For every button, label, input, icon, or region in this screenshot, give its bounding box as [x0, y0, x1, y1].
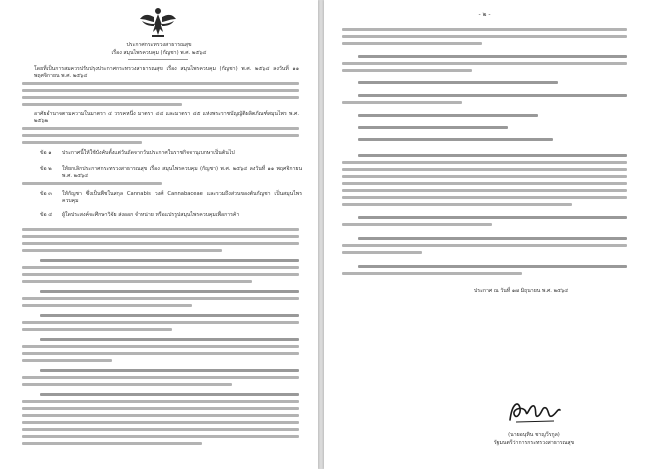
text-line — [22, 359, 112, 362]
clause-number: ข้อ ๒ — [40, 166, 52, 172]
text-line — [22, 82, 299, 85]
page-number: - ๒ - — [478, 11, 491, 18]
clause-number: ข้อ ๑ — [40, 150, 52, 156]
text-line — [22, 134, 299, 137]
text-line — [358, 265, 627, 268]
text-line — [22, 414, 299, 417]
text-line — [358, 237, 627, 240]
text-line — [22, 235, 299, 238]
text-line — [342, 62, 627, 65]
text-line — [342, 175, 627, 178]
text-line — [40, 369, 299, 372]
text-line — [342, 35, 627, 38]
authority-text: อาศัยอำนาจตามความในมาตรา ๔ วรรคหนึ่ง มาตรา ๔๔ และมาตรา ๔๕ แห่งพระราชบัญญัติผลิตภัณฑ์สมุนไพร พ.ศ. ๒๕๖๒ — [34, 111, 299, 124]
document-page-2 — [324, 0, 645, 469]
text-line — [22, 428, 299, 431]
text-line — [342, 272, 522, 275]
text-line — [22, 89, 299, 92]
text-line — [22, 376, 299, 379]
text-line — [22, 304, 192, 307]
text-line — [22, 421, 299, 424]
text-line — [22, 400, 299, 403]
preamble-text: โดยที่เป็นการสมควรปรับปรุงประกาศกระทรวงสาธารณสุข เรื่อง สมุนไพรควบคุม (กัญชา) พ.ศ. ๒๕๖๔ ลงวันที่ ๑๑ พฤศจิกายน พ.ศ. ๒๕๖๔ — [34, 66, 299, 79]
text-line — [342, 69, 472, 72]
garuda-emblem-icon — [139, 5, 177, 39]
text-line — [40, 338, 299, 341]
text-line — [342, 161, 627, 164]
text-line — [22, 352, 299, 355]
text-line — [358, 81, 558, 84]
issuing-agency: ประกาศกระทรวงสาธารณสุข — [126, 42, 192, 48]
text-line — [22, 182, 162, 185]
clause-text: ให้ยกเลิกประกาศกระทรวงสาธารณสุข เรื่อง สมุนไพรควบคุม (กัญชา) พ.ศ. ๒๕๖๔ ลงวันที่ ๑๑ พฤศจิกายน พ.ศ. ๒๕๖๔ — [62, 166, 302, 179]
text-line — [22, 435, 299, 438]
text-line — [342, 203, 572, 206]
text-line — [342, 189, 627, 192]
text-line — [22, 249, 222, 252]
text-line — [358, 55, 627, 58]
title-divider — [128, 59, 188, 60]
text-line — [342, 28, 627, 31]
text-line — [358, 126, 508, 129]
text-line — [22, 297, 299, 300]
text-line — [22, 407, 299, 410]
text-line — [358, 154, 627, 157]
text-line — [22, 96, 299, 99]
text-line — [22, 273, 299, 276]
text-line — [342, 244, 627, 247]
text-line — [358, 114, 538, 117]
text-line — [22, 328, 172, 331]
text-line — [342, 168, 627, 171]
text-line — [22, 280, 252, 283]
text-line — [342, 251, 422, 254]
text-line — [22, 141, 142, 144]
text-line — [40, 393, 299, 396]
signer-title: รัฐมนตรีว่าการกระทรวงสาธารณสุข — [493, 440, 575, 446]
text-line — [22, 345, 299, 348]
clause-text: ประกาศนี้ให้ใช้บังคับตั้งแต่วันถัดจากวันประกาศในราชกิจจานุเบกษาเป็นต้นไป — [62, 150, 235, 156]
signer-name: (นายอนุทิน ชาญวีรกูล) — [508, 432, 560, 438]
text-line — [342, 182, 627, 185]
text-line — [22, 127, 299, 130]
clause-number: ข้อ ๓ — [40, 191, 52, 197]
text-line — [342, 196, 627, 199]
document-subject: เรื่อง สมุนไพรควบคุม (กัญชา) พ.ศ. ๒๕๖๔ — [111, 50, 207, 56]
text-line — [22, 266, 299, 269]
text-line — [342, 101, 462, 104]
text-line — [342, 223, 492, 226]
text-line — [358, 216, 627, 219]
text-line — [22, 383, 232, 386]
text-line — [40, 259, 299, 262]
text-line — [342, 42, 482, 45]
text-line — [22, 442, 202, 445]
text-line — [22, 228, 299, 231]
text-line — [40, 290, 299, 293]
signature-image — [504, 394, 564, 428]
text-line — [22, 321, 299, 324]
text-line — [358, 138, 553, 141]
text-line — [40, 314, 299, 317]
clause-text: ให้กัญชา ซึ่งเป็นพืชในสกุล Cannabis วงศ์ Cannabaceae และรวมถึงส่วนของต้นกัญชา เป็นสมุนไพรควบคุม — [62, 191, 302, 204]
document-page-1 — [0, 0, 318, 469]
text-line — [22, 103, 182, 106]
text-line — [358, 94, 627, 97]
clause-number: ข้อ ๔ — [40, 212, 53, 218]
signing-date: ประกาศ ณ วันที่ ๑๗ มิถุนายน พ.ศ. ๒๕๖๔ — [474, 288, 569, 294]
clause-text: ผู้ใดประสงค์จะศึกษาวิจัย ส่งออก จำหน่าย หรือแปรรูปสมุนไพรควบคุมเพื่อการค้า — [62, 212, 240, 218]
text-line — [22, 242, 299, 245]
